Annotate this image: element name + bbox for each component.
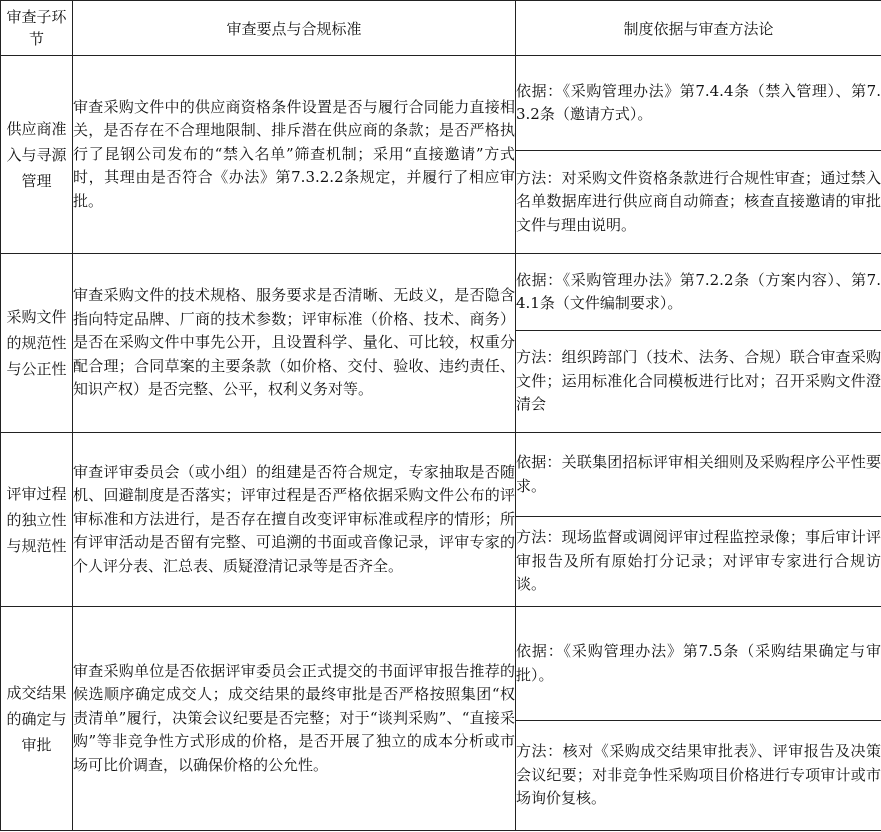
table-row bbox=[1, 607, 881, 721]
basis-cell: 依据：《采购管理办法》第7.4.4条（禁入管理）、第7.3.2条（邀请方式）。 bbox=[516, 56, 881, 151]
basis-cell: 依据：《采购管理办法》第7.5条（采购结果确定与审批）。 bbox=[516, 607, 881, 721]
stage-cell: 成交结果的确定与审批 bbox=[1, 607, 73, 831]
stage-cell: 供应商准入与寻源管理 bbox=[1, 56, 73, 254]
points-cell: 审查采购单位是否依据评审委员会正式提交的书面评审报告推荐的候选顺序确定成交人；成交结果的最终审批是否严格按照集团“权责清单”履行，决策会议纪要是否完整；对于“谈判采购”、“直接采购”等非竞争性方式形成的价格，是否开展了独立的成本分析或市场可比价调查，以确保价格的公允性。 bbox=[73, 607, 516, 831]
header-points: 审查要点与合规标准 bbox=[73, 1, 516, 56]
basis-cell: 依据：《采购管理办法》第7.2.2条（方案内容）、第7.4.1条（文件编制要求）。 bbox=[516, 254, 881, 331]
table-row bbox=[1, 433, 881, 517]
points-cell: 审查评审委员会（或小组）的组建是否符合规定，专家抽取是否随机、回避制度是否落实；评审过程是否严格依据采购文件公布的评审标准和方法进行，是否存在擅自改变评审标准或程序的情形；所有评审活动是否留有完整、可追溯的书面或音像记录，评审专家的个人评分表、汇总表、质疑澄清记录等是否齐全。 bbox=[73, 433, 516, 607]
header-basis: 制度依据与审查方法论 bbox=[516, 1, 881, 56]
table-row bbox=[1, 254, 881, 331]
method-cell: 方法：核对《采购成交结果审批表》、评审报告及决策会议纪要；对非竞争性采购项目价格进行专项审计或市场询价复核。 bbox=[516, 721, 881, 831]
basis-cell: 依据：关联集团招标评审相关细则及采购程序公平性要求。 bbox=[516, 433, 881, 517]
method-cell: 方法：对采购文件资格条款进行合规性审查；通过禁入名单数据库进行供应商自动筛查；核查直接邀请的审批文件与理由说明。 bbox=[516, 151, 881, 254]
stage-cell: 采购文件的规范性与公正性 bbox=[1, 254, 73, 433]
stage-cell: 评审过程的独立性与规范性 bbox=[1, 433, 73, 607]
method-cell: 方法：现场监督或调阅评审过程监控录像；事后审计评审报告及所有原始打分记录；对评审专家进行合规访谈。 bbox=[516, 517, 881, 607]
table-row bbox=[1, 56, 881, 151]
header-row bbox=[1, 1, 881, 56]
method-cell: 方法：组织跨部门（技术、法务、合规）联合审查采购文件；运用标准化合同模板进行比对；召开采购文件澄清会 bbox=[516, 331, 881, 433]
header-stage: 审查子环节 bbox=[1, 1, 73, 56]
points-cell: 审查采购文件中的供应商资格条件设置是否与履行合同能力直接相关，是否存在不合理地限制、排斥潜在供应商的条款；是否严格执行了昆钢公司发布的“禁入名单”筛查机制；采用“直接邀请”方式时，其理由是否符合《办法》第7.3.2.2条规定，并履行了相应审批。 bbox=[73, 56, 516, 254]
points-cell: 审查采购文件的技术规格、服务要求是否清晰、无歧义，是否隐含指向特定品牌、厂商的技术参数；评审标准（价格、技术、商务）是否在采购文件中事先公开，且设置科学、量化、可比较，权重分配合理；合同草案的主要条款（如价格、交付、验收、违约责任、知识产权）是否完整、公平，权利义务对等。 bbox=[73, 254, 516, 433]
